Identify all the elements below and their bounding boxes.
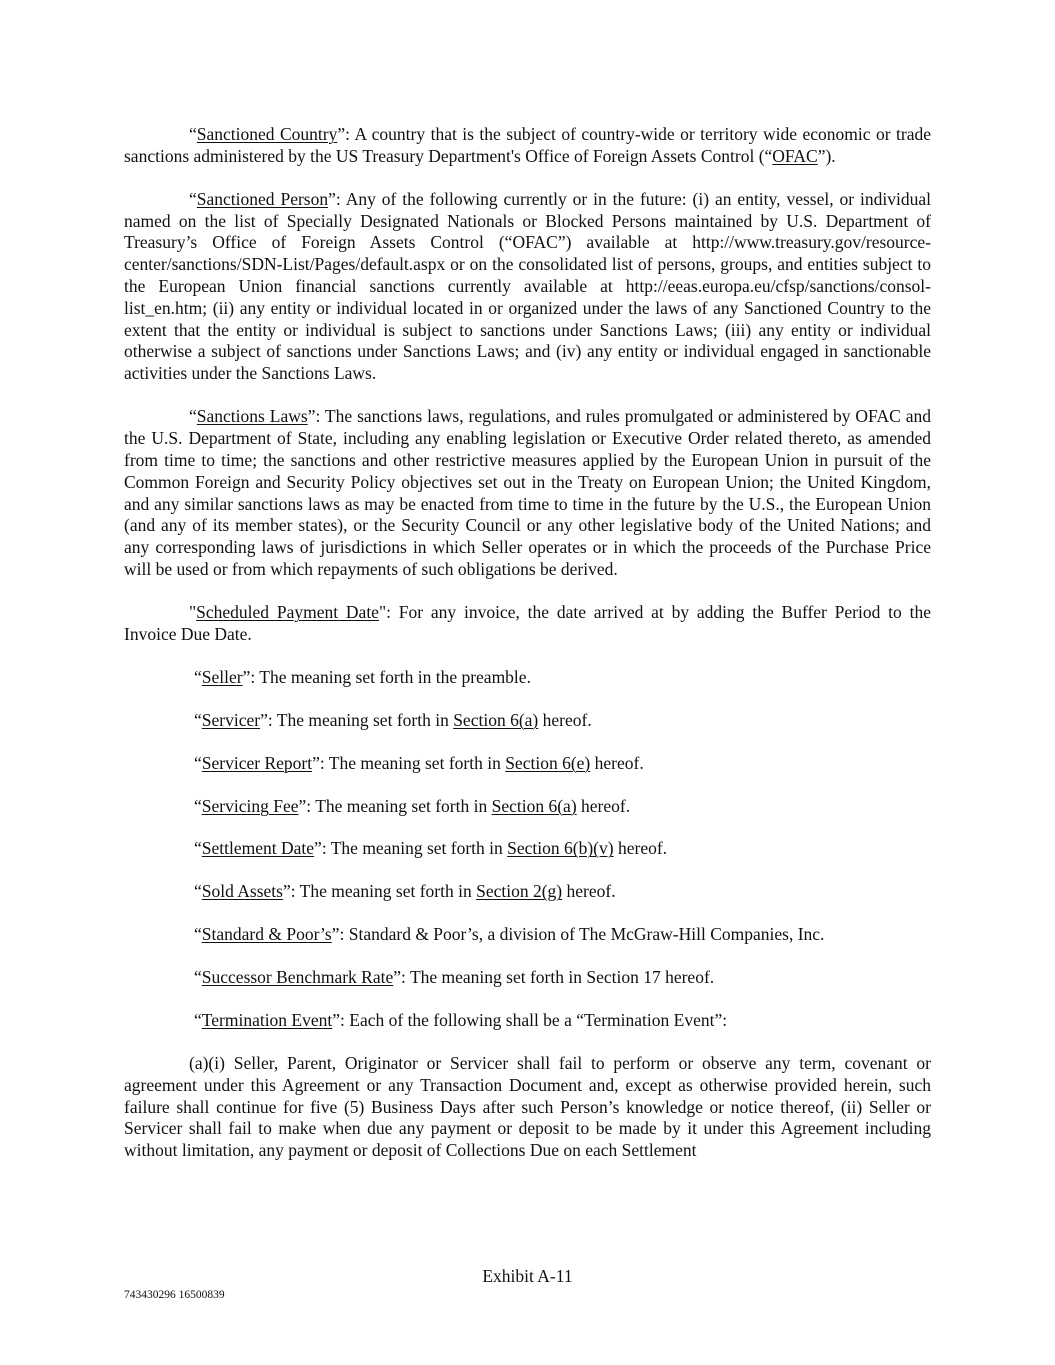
quote-open: “ <box>194 795 202 816</box>
section-reference: Section 6(a) <box>491 795 577 816</box>
definition-seller <box>124 667 931 689</box>
quote-open: “ <box>194 967 202 988</box>
term-servicer: Servicer <box>201 709 261 730</box>
term-sanctions-laws: Sanctions Laws <box>196 406 308 427</box>
quote-open: “ <box>194 1010 202 1031</box>
definition-sanctions-laws <box>124 406 931 580</box>
section-reference: Section 6(e) <box>505 752 591 773</box>
term-servicer-report: Servicer Report <box>201 752 313 773</box>
document-body <box>124 124 931 1183</box>
quote-open: “ <box>194 924 202 945</box>
definition-text: ”: The meaning set forth in <box>298 795 492 816</box>
definition-text: ”: The meaning set forth in <box>312 752 506 773</box>
term-termination-event: Termination Event <box>201 1010 333 1031</box>
quote-open: “ <box>189 124 197 144</box>
definition-tail: hereof. <box>576 795 631 816</box>
definition-sanctioned-person <box>124 189 931 385</box>
term-sold-assets: Sold Assets <box>201 881 283 902</box>
definition-text: ”: The meaning set forth in <box>282 881 477 902</box>
definition-text: ”: The meaning set forth in <box>314 838 508 859</box>
quote-open: “ <box>189 188 197 209</box>
term-settlement-date: Settlement Date <box>201 838 315 859</box>
definition-successor-benchmark-rate <box>124 967 931 989</box>
definition-servicer-report <box>124 753 931 775</box>
definition-scheduled-payment-date <box>124 602 931 646</box>
term-sanctioned-person: Sanctioned Person <box>196 188 329 209</box>
term-seller: Seller <box>201 666 243 687</box>
term-ofac: OFAC <box>772 145 818 166</box>
definition-text: ": For any invoice, the date arrived at by adding the Buffer Period to the Invoice Due Date. <box>124 602 931 644</box>
definition-close: ”). <box>817 145 836 166</box>
exhibit-page-label: Exhibit A-11 <box>482 1266 573 1286</box>
definition-text: ”: Each of the following shall be a “Termination Event”: <box>332 1010 728 1031</box>
definition-tail: hereof. <box>590 752 644 773</box>
term-successor-benchmark-rate: Successor Benchmark Rate <box>201 967 394 988</box>
quote-open: “ <box>194 838 202 859</box>
definition-text: ”: The meaning set forth in <box>260 709 454 730</box>
definition-text: ”: A country that is the subject of country-wide or territory wide economic or trade sanctions administered by the US Treasury Department's Office of Foreign Assets Control (“ <box>124 124 931 166</box>
quote-open: “ <box>194 666 202 687</box>
quote-open: " <box>189 602 197 623</box>
definition-tail: hereof. <box>613 838 668 859</box>
definition-tail: hereof. <box>562 881 616 902</box>
definition-standard-and-poors <box>124 924 931 946</box>
quote-open: “ <box>194 709 202 730</box>
document-id: 743430296 16500839 <box>124 1289 225 1301</box>
definition-text: ”: Standard & Poor’s, a division of The McGraw-Hill Companies, Inc. <box>331 924 825 945</box>
definition-text: ”: The sanctions laws, regulations, and rules promulgated or administered by OFAC and the U.S. Department of State, including any enabling legislation or Executive Order related thereto, as amended from time to time; the sanctions and other restrictive measures applied by the European Union in pursuit of the Common Foreign and Security Policy objectives set out in the Treaty on European Union; the United Kingdom, and any similar sanctions laws as may be enacted from time to time in the future by the U.S., the European Union (and any of its member states), or the Security Council or any other legislative body of the United Nations; and any corresponding laws of jurisdictions in which Seller operates or in which the proceeds of the Purchase Price will be used or from which repayments of such obligations be derived. <box>124 406 931 579</box>
definition-text: ”: Any of the following currently or in the future: (i) an entity, vessel, or individual named on the list of Specially Designated Nationals or Blocked Persons maintained by U.S. Department of Treasury’s Office of Foreign Assets Control (“OFAC”) available at http://www.treasury.gov/resource-center/sanctions/SDN-List/Pages/default.aspx or on the consolidated list of persons, groups, and entities subject to the European Union financial sanctions currently available at http://eeas.europa.eu/cfsp/sanctions/consol-list_en.htm; (ii) any entity or individual located in or organized under the laws of any Sanctioned Country to the extent that the entity or individual is subject to sanctions under Sanctions Laws; (iii) any entity or individual otherwise a subject of sanctions under Sanctions Laws; and (iv) any entity or individual engaged in sanctionable activities under the Sanctions Laws. <box>124 188 931 384</box>
definition-tail: hereof. <box>538 709 592 730</box>
definition-sold-assets <box>124 881 931 903</box>
quote-open: “ <box>194 881 202 902</box>
definition-termination-event <box>124 1010 931 1032</box>
definition-servicer <box>124 710 931 732</box>
definition-sanctioned-country <box>124 124 931 168</box>
quote-open: “ <box>194 752 202 773</box>
term-sanctioned-country: Sanctioned Country <box>196 124 338 144</box>
section-reference: Section 6(b)(v) <box>507 838 614 859</box>
term-scheduled-payment-date: Scheduled Payment Date <box>196 602 379 623</box>
quote-open: “ <box>189 406 197 427</box>
term-standard-and-poors: Standard & Poor’s <box>201 924 332 945</box>
definition-text: ”: The meaning set forth in Section 17 hereof. <box>393 967 715 988</box>
definition-settlement-date <box>124 838 931 860</box>
term-servicing-fee: Servicing Fee <box>201 795 299 816</box>
definition-servicing-fee <box>124 796 931 818</box>
termination-clause: (a)(i) Seller, Parent, Originator or Servicer shall fail to perform or observe any term, covenant or agreement under this Agreement or any Transaction Document and, except as otherwise provided herein, such failure shall continue for five (5) Business Days after such Person’s knowledge or notice thereof, (ii) Seller or Servicer shall fail to make when due any payment or deposit to be made by it under this Agreement including without limitation, any payment or deposit of Collections Due on each Settlement <box>124 1052 931 1161</box>
definition-text: ”: The meaning set forth in the preamble. <box>242 666 531 687</box>
section-reference: Section 6(a) <box>453 709 539 730</box>
section-reference: Section 2(g) <box>476 881 563 902</box>
